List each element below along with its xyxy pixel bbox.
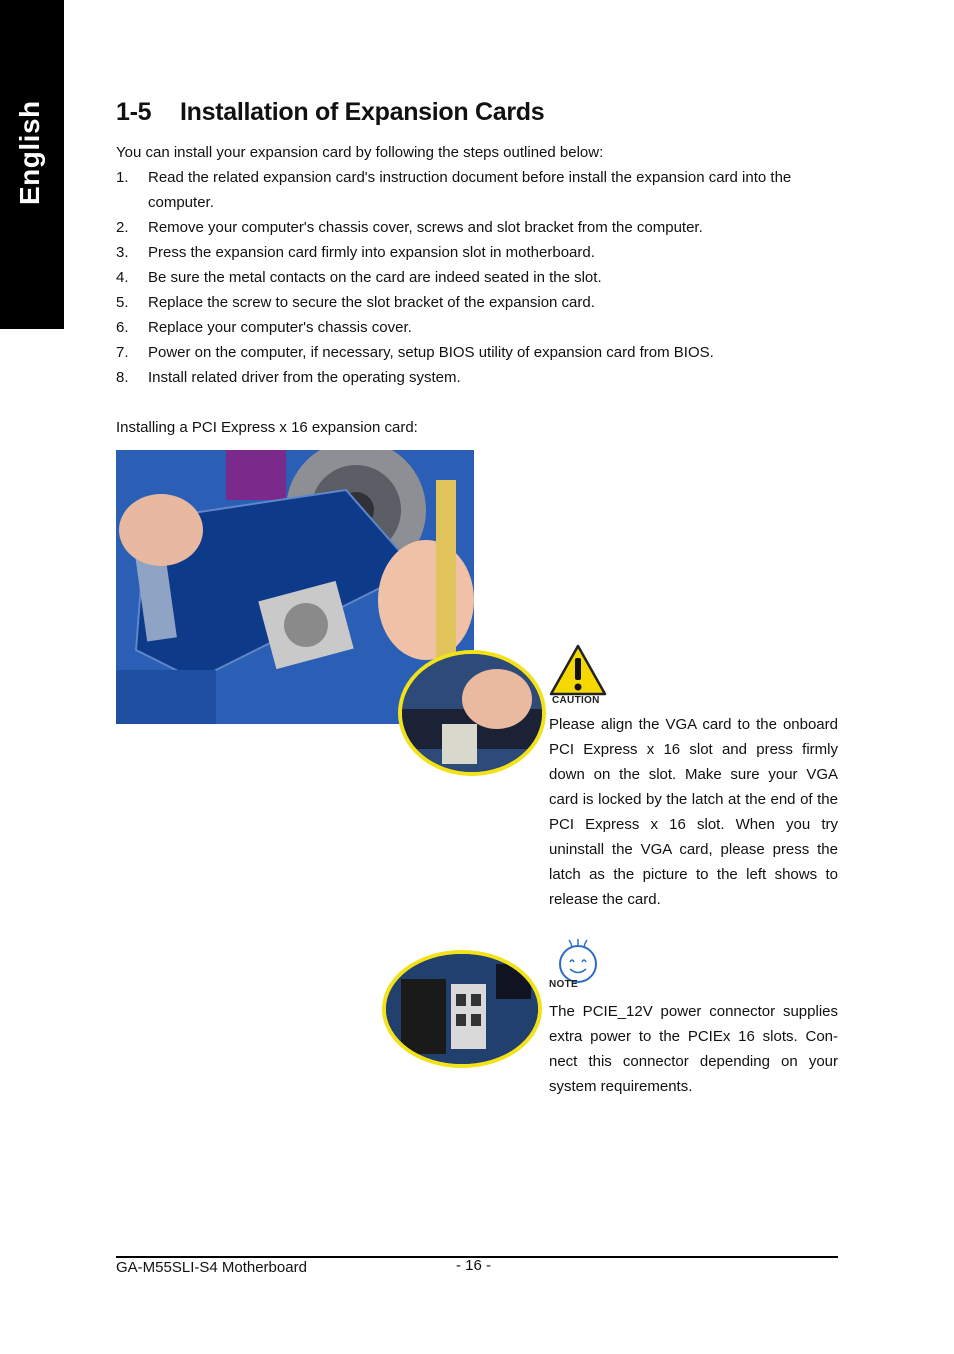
caution-text: Please align the VGA card to the onboard PCI Express x 16 slot and press firmly down on the slot. Make sure your VGA card is locked by the latch at the end of the PCI Express x 16 slot. When you try uninstall the VGA card, please press the latch as the picture to the left shows to release the card. — [549, 716, 838, 908]
page-number: - 16 - — [456, 1257, 492, 1274]
section-heading — [116, 98, 544, 127]
step-text: Remove your computer's chassis cover, screws and slot bracket from the computer. — [148, 219, 703, 236]
list-item — [116, 215, 836, 240]
step-number: 2. — [116, 219, 129, 236]
steps-list — [116, 165, 836, 390]
step-number: 7. — [116, 344, 129, 361]
note-label: NOTE — [549, 979, 578, 990]
step-text: Replace your computer's chassis cover. — [148, 319, 412, 336]
caution-label: CAUTION — [552, 695, 600, 706]
step-number: 8. — [116, 369, 129, 386]
step-text: Install related driver from the operating system. — [148, 369, 461, 386]
step-text: Press the expansion card firmly into expansion slot in motherboard. — [148, 244, 595, 261]
step-text: Replace the screw to secure the slot bracket of the expansion card. — [148, 294, 595, 311]
list-item — [116, 265, 836, 290]
step-number: 3. — [116, 244, 129, 261]
list-item — [116, 165, 836, 215]
latch-closeup-photo — [398, 650, 546, 776]
language-tab-label: English — [14, 100, 45, 205]
step-text: Power on the computer, if necessary, setup BIOS utility of expansion card from BIOS. — [148, 344, 714, 361]
list-item — [116, 240, 836, 265]
intro-text: You can install your expansion card by following the steps outlined below: — [116, 144, 604, 161]
step-number: 6. — [116, 319, 129, 336]
connector-closeup-illustration — [386, 954, 538, 1064]
latch-closeup-illustration — [402, 654, 542, 772]
step-text: Read the related expansion card's instruction document before install the expansion card into the computer. — [148, 169, 792, 211]
step-text: Be sure the metal contacts on the card are indeed seated in the slot. — [148, 269, 602, 286]
footer-model: GA-M55SLI-S4 Motherboard — [116, 1259, 307, 1276]
list-item — [116, 365, 836, 390]
list-item — [116, 315, 836, 340]
pcie-12v-connector-photo — [382, 950, 542, 1068]
step-number: 4. — [116, 269, 129, 286]
language-side-tab — [0, 0, 64, 329]
step-number: 1. — [116, 169, 129, 186]
list-item — [116, 340, 836, 365]
step-number: 5. — [116, 294, 129, 311]
pci-install-label: Installing a PCI Express x 16 expansion card: — [116, 419, 418, 436]
note-text: The PCIE_12V power connector supplies extra power to the PCIEx 16 slots. Con-nect this connector depending on your system requirements. — [549, 1003, 838, 1095]
section-number: 1-5 — [116, 98, 152, 126]
list-item — [116, 290, 836, 315]
section-title: Installation of Expansion Cards — [180, 98, 545, 126]
